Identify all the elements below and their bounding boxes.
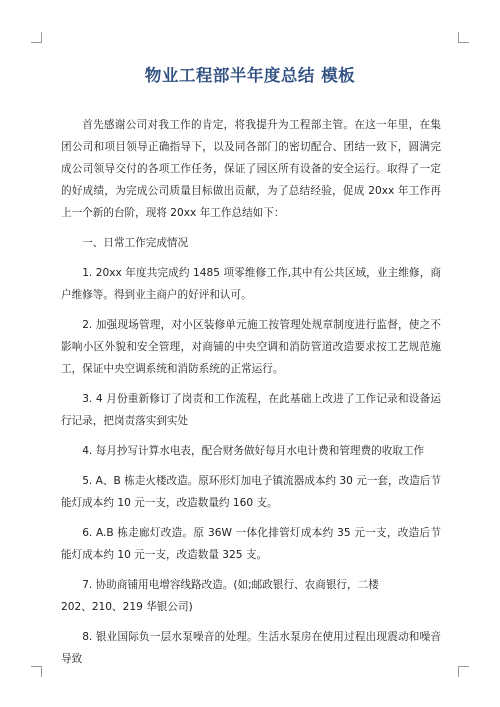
list-item-4: 4. 每月抄写计算水电表，配合财务做好每月水电计费和管理费的收取工作 [82,445,425,457]
list-item-8: 8. 银业国际负一层水泵噪音的处理。生活水泵房在使用过程出现震动和噪音导致 [61,631,441,665]
list-item-2: 2. 加强现场管理，对小区装修单元施工按管理处规章制度进行监督，使之不影响小区外貌和安全管理，对商铺的中央空调和消防管道改造要求按工艺规范施工，保证中央空调系统和消防系统的正常运行。 [61,319,441,375]
crop-mark-top-right [458,32,469,43]
list-item-7-continued: 202、210、219 华银公司) [61,601,193,613]
list-item-6: 6. A.B 栋走廊灯改造。原 36W 一体化排管灯成本约 35 元一支，改造后节能灯成本约 10 元一支，改造数量 325 支。 [61,527,441,561]
crop-mark-bottom-left [31,666,42,677]
list-item-5: 5. A、B 栋走火楼改造。原环形灯加电子镇流器成本约 30 元一套，改造后节能灯成本约 10 元一支，改造数量约 160 支。 [61,475,441,509]
document-title: 物业工程部半年度总结 模板 [144,66,356,85]
list-item-1: 1. 20xx 年度共完成约 1485 项零维修工作,其中有公共区域，业主维修，商户维修等。得到业主商户的好评和认可。 [61,267,441,301]
list-item-3: 3. 4 月份重新修订了岗责和工作流程，在此基础上改进了工作记录和设备运行记录，把岗责落实到实处 [61,393,441,427]
document-body [61,114,441,678]
section-heading: 一、日常工作完成情况 [82,237,189,249]
crop-mark-bottom-right [458,666,469,677]
paragraph-intro: 首先感谢公司对我工作的肯定，将我提升为工程部主管。在这一年里，在集团公司和项目领导正确指导下，以及同各部门的密切配合、团结一致下，圆满完成公司领导交付的各项工作任务，保证了园区所有设备的安全运行。取得了一定的好成绩，为完成公司质量目标做出贡献，为了总结经验，促成 20xx 年工作再上一个新的台阶，现将 20xx 年工作总结如下： [61,119,441,219]
list-item-7: 7. 协助商铺用电增容线路改造。(如;邮政银行、农商银行，二楼 [82,579,379,591]
crop-mark-top-left [31,32,42,43]
